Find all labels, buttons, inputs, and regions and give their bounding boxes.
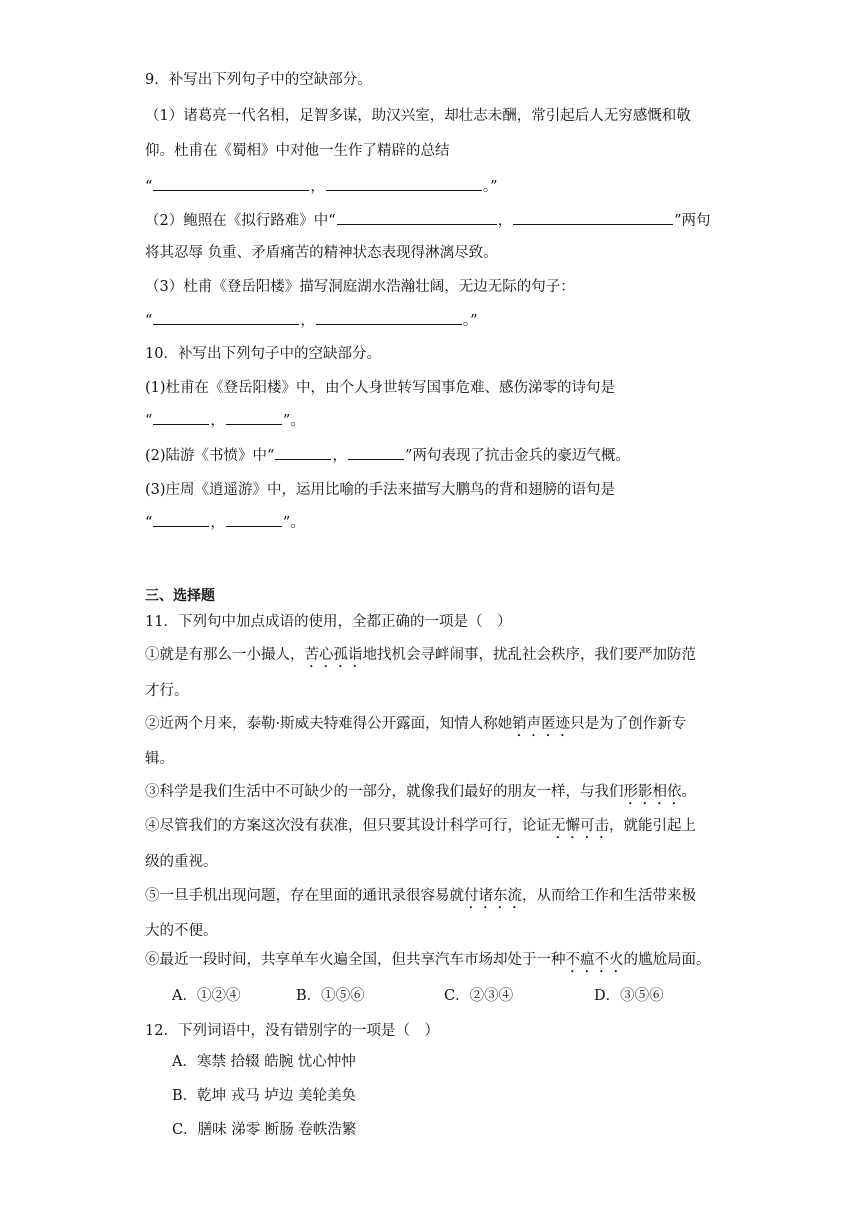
answer-blank[interactable]: [226, 512, 282, 527]
dotted-idiom: 形影相依: [623, 784, 682, 800]
q10-title: 10．补写出下列句子中的空缺部分。: [145, 346, 381, 362]
open-quote: “: [145, 179, 153, 195]
q9-part2-prefix: （2）鲍照在《拟行路难》中“: [145, 213, 336, 229]
sentence-text: ，从而给工作和生活带来极: [522, 888, 696, 904]
comma: ，: [210, 515, 225, 531]
answer-blank[interactable]: [153, 410, 209, 425]
open-quote: “: [145, 313, 153, 329]
comma: ，: [497, 213, 513, 229]
q11-option-b[interactable]: B．①⑤⑥: [296, 988, 365, 1004]
q10-part1-line1: (1)杜甫在《登岳阳楼》中，由个人身世转写国事危难、感伤涕零的诗句是: [145, 380, 616, 396]
sentence-text: 的尴尬局面。: [623, 952, 711, 968]
q11-sentence-4: [145, 816, 696, 842]
answer-blank[interactable]: [275, 445, 331, 460]
q12-title: 12．下列词语中，没有错别字的一项是（ ）: [145, 1023, 439, 1039]
sentence-text: 地找机会寻衅闹事，扰乱社会秩序，我们要严加防范: [362, 647, 696, 663]
q11-sentence-2: [145, 714, 686, 740]
comma: ，: [210, 413, 225, 429]
dotted-idiom: 不瘟不火: [565, 952, 624, 968]
answer-blank[interactable]: [153, 310, 299, 325]
sentence-text: ⑤一旦手机出现问题，存在里面的通讯录很容易就: [145, 888, 464, 904]
open-quote: “: [145, 413, 153, 429]
answer-blank[interactable]: [513, 210, 673, 225]
q10-part2-suffix: ”两句表现了抗击金兵的豪迈气概。: [404, 448, 630, 464]
q10-part2-line: [145, 445, 630, 466]
answer-blank[interactable]: [316, 310, 462, 325]
dotted-idiom: 付诸东流: [464, 888, 522, 904]
q11-sentence-1: [145, 645, 696, 671]
sentence-text: ②近两个月来，泰勒·斯威夫特难得公开露面，知情人称她: [145, 716, 513, 732]
q11-sentence-5: [145, 886, 696, 912]
q10-part3-answer-line: [145, 512, 305, 533]
sentence-text: ⑥最近一段时间，共享单车火遍全国，但共享汽车市场却处于一种: [145, 952, 566, 968]
answer-blank[interactable]: [153, 512, 209, 527]
q11-sentence-2-line2: 辑。: [145, 751, 174, 767]
sentence-text: ③科学是我们生活中不可缺少的一部分，就像我们最好的朋友一样，与我们: [145, 784, 624, 800]
q9-part2-line1: [145, 210, 711, 231]
q11-option-c[interactable]: C．②③④: [444, 988, 514, 1004]
q10-part2-prefix: (2)陆游《书愤》中“: [145, 448, 275, 464]
dotted-idiom: 苦心孤诣: [304, 647, 363, 663]
q9-part2-suffix: ”两句: [674, 213, 711, 229]
answer-blank[interactable]: [348, 445, 404, 460]
q9-part1-answer-line: [145, 176, 498, 197]
q9-part1-line2: 仰。杜甫在《蜀相》中对他一生作了精辟的总结: [145, 143, 450, 159]
q11-option-d[interactable]: D．③⑤⑥: [594, 988, 664, 1004]
q11-sentence-1-line2: 才行。: [145, 683, 189, 699]
q11-sentence-5-line2: 大的不便。: [145, 923, 218, 939]
close-quote: 。”: [462, 313, 478, 329]
q11-title: 11．下列句中加点成语的使用，全都正确的一项是（ ）: [145, 614, 512, 630]
section-heading: 三、选择题: [145, 588, 215, 604]
q11-sentence-3: [145, 782, 696, 808]
sentence-text: 。: [681, 784, 696, 800]
close-quote: 。”: [482, 179, 498, 195]
q12-option-b[interactable]: B．乾坤 戎马 垆边 美轮美奂: [172, 1088, 356, 1104]
dotted-idiom: 无懈可击: [551, 818, 609, 834]
close-quote: ”。: [282, 413, 305, 429]
q10-part1-answer-line: [145, 410, 305, 431]
answer-blank[interactable]: [326, 176, 482, 191]
q12-option-a[interactable]: A．寒禁 拾辍 皓腕 忧心忡忡: [172, 1054, 356, 1070]
open-quote: “: [145, 515, 153, 531]
q12-option-c[interactable]: C．膳味 涕零 断肠 卷帙浩繁: [172, 1122, 357, 1138]
comma: ，: [300, 313, 315, 329]
answer-blank[interactable]: [226, 410, 282, 425]
sentence-text: ①就是有那么一小撮人，: [145, 647, 305, 663]
q9-part3-answer-line: [145, 310, 478, 331]
q11-sentence-6: [145, 950, 711, 976]
q10-part3-line1: (3)庄周《逍遥游》中，运用比喻的手法来描写大鹏鸟的背和翅膀的语句是: [145, 482, 616, 498]
sentence-text: ④尽管我们的方案这次没有获准，但只要其设计科学可行，论证: [145, 818, 551, 834]
comma: ，: [310, 179, 325, 195]
close-quote: ”。: [282, 515, 305, 531]
q9-title: 9．补写出下列句子中的空缺部分。: [145, 72, 372, 88]
q9-part2-line2: 将其忍辱 负重、矛盾痛苦的精神状态表现得淋漓尽致。: [145, 245, 498, 261]
q11-sentence-4-line2: 级的重视。: [145, 854, 218, 870]
answer-blank[interactable]: [153, 176, 309, 191]
q9-part1-line1: （1）诸葛亮一代名相，足智多谋，助汉兴室，却壮志未酬，常引起后人无穷感慨和敬: [145, 108, 691, 124]
sentence-text: ，就能引起上: [609, 818, 696, 834]
q11-option-a[interactable]: A．①②④: [172, 988, 241, 1004]
comma: ，: [332, 448, 347, 464]
q9-part3-line1: （3）杜甫《登岳阳楼》描写洞庭湖水浩瀚壮阔，无边无际的句子：: [145, 279, 575, 295]
dotted-idiom: 销声匿迹: [512, 716, 571, 732]
answer-blank[interactable]: [337, 210, 497, 225]
sentence-text: 只是为了创作新专: [570, 716, 687, 732]
